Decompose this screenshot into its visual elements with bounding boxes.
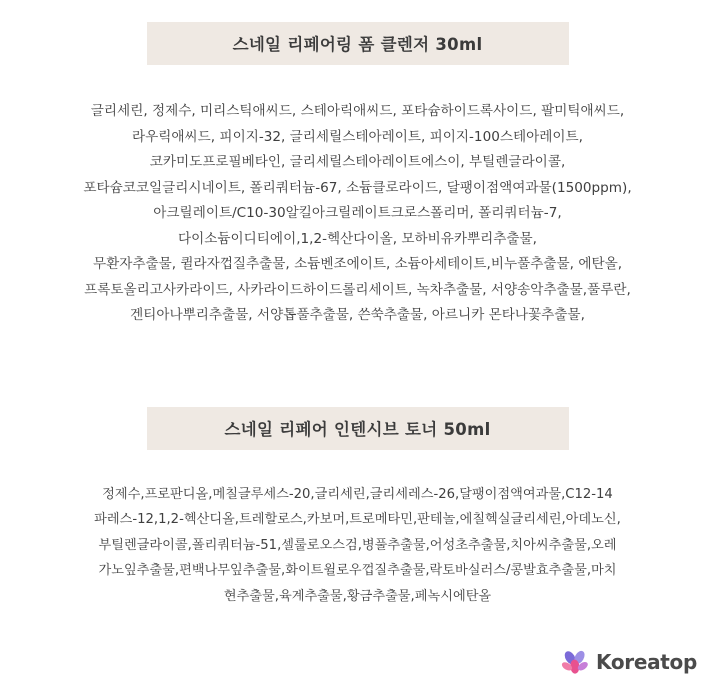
ingredient-line: 프록토올리고사카라이드, 사카라이드하이드롤리세이트, 녹차추출물, 서양송악추출물,풀루란,	[84, 281, 631, 298]
product-section-2	[0, 407, 715, 610]
ingredient-line: 라우릭애씨드, 피이지-32, 글리세릴스테아레이트, 피이지-100스테아레이트,	[132, 128, 583, 145]
flower-logo-icon	[561, 648, 589, 676]
product-title-1: 스네일 리페어링 폼 클렌저 30ml	[147, 22, 569, 65]
ingredient-line: 다이소듐이디티에이,1,2-헥산다이올, 모하비유카뿌리추출물,	[178, 230, 537, 247]
product-title-2: 스네일 리페어 인텐시브 토너 50ml	[147, 407, 569, 450]
ingredient-list-1	[0, 99, 715, 329]
ingredient-line: 겐티아나뿌리추출물, 서양톱풀추출물, 쓴쑥추출물, 아르니카 몬타나꽃추출물,	[130, 307, 585, 323]
brand-logo	[561, 648, 697, 676]
ingredient-line: 파레스-12,1,2-헥산디올,트레할로스,카보머,트로메타민,판테놀,에칠헥실글리세린,아데노신,	[94, 512, 621, 527]
ingredient-line: 가노잎추출물,편백나무잎추출물,화이트윌로우껍질추출물,락토바실러스/콩발효추출물,마치	[98, 563, 617, 578]
product-section-1	[0, 22, 715, 329]
ingredient-line: 아크릴레이트/C10-30알킬아크릴레이트크로스폴리머, 폴리쿼터늄-7,	[153, 205, 562, 221]
ingredient-line: 포타슘코코일글리시네이트, 폴리쿼터늄-67, 소듐클로라이드, 달팽이점액여과물(1500ppm),	[83, 179, 632, 196]
ingredient-line: 부틸렌글라이콜,폴리쿼터늄-51,셀룰로오스검,병풀추출물,어성초추출물,치아씨추출물,오레	[98, 537, 617, 553]
brand-name: Koreatop	[595, 650, 697, 674]
ingredient-line: 정제수,프로판디올,메칠글루세스-20,글리세린,글리세레스-26,달팽이점액여과물,C12-14	[102, 486, 613, 502]
ingredient-line: 무환자추출물, 퀼라자껍질추출물, 소듐벤조에이트, 소듐아세테이트,비누풀추출물, 에탄올,	[92, 256, 623, 272]
ingredient-line: 현추출물,육계추출물,황금추출물,페녹시에탄올	[223, 588, 492, 604]
ingredient-line: 글리세린, 정제수, 미리스틱애씨드, 스테아릭애씨드, 포타슘하이드록사이드, 팔미틱애씨드,	[90, 103, 625, 119]
document-page	[0, 22, 715, 690]
section-divider-space	[0, 329, 715, 407]
ingredient-line: 코카미도프로필베타인, 글리세릴스테아레이트에스이, 부틸렌글라이콜,	[149, 154, 566, 170]
ingredient-list-2	[0, 482, 715, 610]
